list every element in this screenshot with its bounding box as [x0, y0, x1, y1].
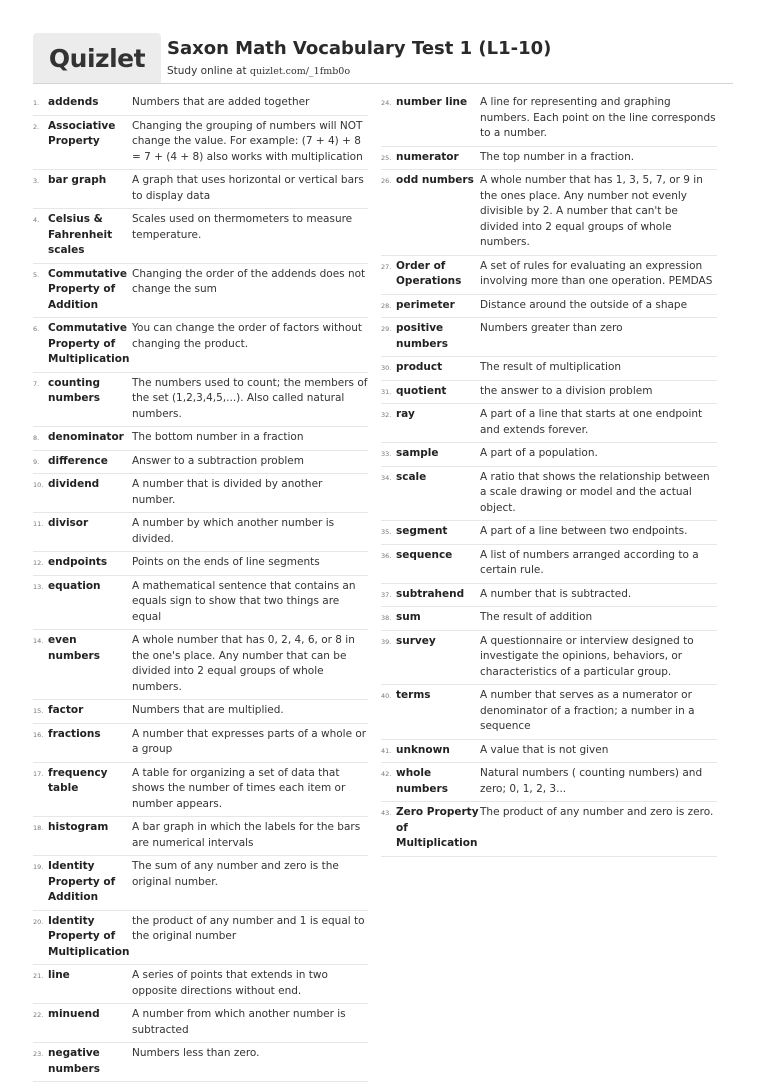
entry-definition: A bar graph in which the labels for the bars are numerical intervals: [132, 821, 361, 849]
vocab-entry: [33, 817, 368, 856]
entry-term: sample: [396, 447, 439, 459]
entry-term: Commutative Property of Multiplication: [48, 322, 130, 365]
entry-definition: Numbers that are multiplied.: [132, 704, 284, 716]
entry-definition: A number that is subtracted.: [480, 587, 632, 600]
entry-definition: The bottom number in a fraction: [132, 431, 304, 443]
entry-definition: A number from which another number is subtracted: [132, 1008, 346, 1036]
entry-definition: A graph that uses horizontal or vertical bars to display data: [132, 174, 364, 202]
entry-term: whole numbers: [396, 767, 448, 795]
vocab-entry: [381, 467, 717, 522]
study-url-link[interactable]: quizlet.com/_1fmb0o: [249, 66, 351, 77]
entry-number: 42.: [381, 770, 392, 778]
entry-number: 36.: [381, 551, 392, 560]
entry-number: 24.: [381, 99, 392, 107]
entry-number: 40.: [381, 692, 392, 700]
vocab-entry: [33, 552, 368, 576]
entry-term: sum: [396, 611, 421, 623]
vocab-entry: [381, 545, 717, 584]
entry-term: dividend: [48, 478, 100, 490]
vocab-entry: [381, 584, 717, 608]
vocab-entry: [381, 763, 717, 802]
entry-definition: Scales used on thermometers to measure temperature.: [132, 213, 353, 241]
entry-term: addends: [48, 96, 99, 108]
entry-definition: A mathematical sentence that contains an equals sign to show that two things are equal: [132, 579, 356, 623]
entry-number: 7.: [33, 379, 40, 388]
vocab-entry: [381, 256, 717, 295]
entry-term: Identity Property of Addition: [48, 860, 116, 903]
entry-number: 10.: [33, 481, 44, 489]
entry-definition: Numbers less than zero.: [132, 1047, 260, 1059]
entry-definition: Numbers that are added together: [132, 96, 310, 108]
entry-number: 26.: [381, 177, 392, 185]
vocab-entry: [381, 381, 717, 405]
entry-number: 34.: [381, 473, 392, 482]
entry-number: 19.: [33, 863, 44, 871]
vocab-entry: [381, 802, 717, 857]
entry-definition: A value that is not given: [480, 743, 609, 756]
entry-number: 8.: [33, 434, 40, 442]
entry-term: Identity Property of Multiplication: [48, 914, 130, 958]
entry-number: 15.: [33, 707, 44, 715]
vocab-entry: [381, 404, 717, 443]
entry-term: frequency table: [48, 766, 108, 794]
entry-number: 25.: [381, 153, 392, 162]
entry-number: 11.: [33, 520, 44, 528]
entry-term: Order of Operations: [396, 259, 462, 287]
vocab-entry: [381, 740, 717, 764]
entry-definition: You can change the order of factors without changing the product.: [132, 322, 363, 350]
study-prefix: Study online at: [167, 65, 247, 77]
entry-number: 5.: [33, 270, 40, 279]
vocab-entry: [381, 631, 717, 686]
entry-definition: A number that expresses parts of a whole or a group: [132, 727, 367, 755]
entry-definition: A line for representing and graphing numbers. Each point on the line corresponds to a number.: [480, 96, 716, 139]
vocab-entry: [33, 373, 368, 428]
entry-number: 4.: [33, 216, 40, 224]
left-vocabulary-column: [33, 92, 368, 1082]
entry-term: sequence: [396, 548, 453, 561]
entry-number: 41.: [381, 746, 392, 755]
entry-number: 12.: [33, 559, 44, 567]
vocab-entry: [33, 630, 368, 700]
entry-term: denominator: [48, 431, 124, 443]
entry-term: perimeter: [396, 298, 455, 311]
entry-number: 30.: [381, 364, 392, 372]
vocab-entry: [33, 856, 368, 911]
entry-definition: The sum of any number and zero is the original number.: [132, 860, 339, 888]
entry-term: endpoints: [48, 556, 108, 568]
entry-number: 35.: [381, 528, 392, 536]
entry-number: 38.: [381, 614, 392, 622]
entry-definition: A number by which another number is divided.: [132, 517, 335, 545]
vocab-entry: [381, 147, 717, 171]
entry-definition: Answer to a subtraction problem: [132, 454, 304, 467]
vocab-entry: [381, 318, 717, 357]
entry-number: 28.: [381, 301, 392, 310]
entry-term: subtrahend: [396, 587, 465, 600]
entry-number: 14.: [33, 637, 44, 645]
entry-definition: Natural numbers ( counting numbers) and zero; 0, 1, 2, 3...: [480, 767, 703, 795]
entry-definition: The product of any number and zero is zero.: [480, 806, 714, 818]
entry-term: negative numbers: [48, 1047, 100, 1075]
entry-number: 13.: [33, 582, 44, 591]
entry-term: Celsius & Fahrenheit scales: [48, 213, 113, 256]
vocab-entry: [381, 170, 717, 256]
vocab-entry: [381, 607, 717, 631]
entry-term: ray: [396, 408, 415, 420]
entry-term: product: [396, 361, 443, 373]
entry-number: 29.: [381, 325, 392, 333]
quizlet-logo: Quizlet: [33, 33, 161, 83]
entry-number: 23.: [33, 1050, 44, 1058]
vocab-entry: [33, 1043, 368, 1082]
study-online-line: [167, 65, 350, 77]
vocab-entry: [33, 724, 368, 763]
entry-number: 16.: [33, 730, 44, 739]
entry-number: 3.: [33, 177, 40, 185]
entry-definition: A set of rules for evaluating an expression involving more than one operation. PEMDAS: [480, 259, 713, 287]
vocab-entry: [33, 427, 368, 451]
entry-term: factor: [48, 704, 84, 716]
entry-definition: Changing the grouping of numbers will NOT change the value. For example: (7 + 4) + 8 = 7 + (4 + 8) also works with multiplication: [132, 119, 363, 163]
entry-number: 21.: [33, 972, 44, 980]
entry-number: 2.: [33, 122, 40, 131]
entry-definition: Points on the ends of line segments: [132, 556, 320, 568]
entry-term: equation: [48, 579, 101, 592]
vocab-entry: [33, 576, 368, 631]
entry-term: number line: [396, 96, 468, 108]
entry-definition: A table for organizing a set of data that shows the number of times each item or number appears.: [132, 766, 346, 810]
entry-number: 6.: [33, 325, 40, 333]
entry-term: minuend: [48, 1008, 100, 1020]
entry-term: histogram: [48, 821, 109, 833]
vocab-entry: [33, 209, 368, 264]
entry-term: divisor: [48, 517, 89, 529]
entry-definition: The numbers used to count; the members of the set (1,2,3,4,5,...). Also called natural numbers.: [132, 376, 368, 420]
entry-term: quotient: [396, 384, 447, 397]
entry-definition: Distance around the outside of a shape: [480, 298, 688, 311]
entry-definition: A questionnaire or interview designed to investigate the opinions, behaviors, or characteristics of a particular group.: [480, 634, 694, 678]
entry-number: 37.: [381, 590, 392, 599]
entry-term: bar graph: [48, 174, 107, 186]
vocab-entry: [33, 474, 368, 513]
vocab-entry: [33, 116, 368, 171]
entry-number: 20.: [33, 917, 44, 926]
vocab-entry: [381, 357, 717, 381]
entry-number: 32.: [381, 411, 392, 419]
page-header: [33, 33, 733, 84]
entry-definition: A number that serves as a numerator or denominator of a fraction; a number in a sequence: [480, 689, 695, 732]
vocab-entry: [33, 92, 368, 116]
entry-definition: A part of a line between two endpoints.: [480, 525, 688, 537]
entry-definition: A ratio that shows the relationship between a scale drawing or model and the actual object.: [480, 470, 710, 514]
entry-definition: The result of multiplication: [480, 361, 622, 373]
entry-term: counting numbers: [48, 376, 100, 404]
vocab-entry: [33, 264, 368, 319]
vocab-entry: [33, 965, 368, 1004]
entry-term: line: [48, 969, 70, 981]
entry-term: numerator: [396, 150, 459, 163]
entry-definition: A whole number that has 0, 2, 4, 6, or 8 in the one's place. Any number that can be divided into 2 equal groups of whole numbers.: [132, 634, 355, 693]
right-vocabulary-column: [381, 92, 717, 857]
entry-number: 39.: [381, 637, 392, 646]
entry-term: terms: [396, 689, 431, 701]
page-title: Saxon Math Vocabulary Test 1 (L1-10): [167, 38, 552, 59]
vocab-entry: [33, 911, 368, 966]
vocab-entry: [33, 513, 368, 552]
entry-term: Commutative Property of Addition: [48, 267, 127, 311]
entry-definition: The result of addition: [480, 611, 593, 623]
entry-definition: A whole number that has 1, 3, 5, 7, or 9 in the ones place. Any number not evenly divisible by 2. A number that can't be divided into 2 equal groups of whole numbers.: [480, 174, 703, 248]
vocab-entry: [33, 451, 368, 475]
entry-term: positive numbers: [396, 322, 448, 350]
entry-number: 22.: [33, 1011, 44, 1019]
entry-number: 31.: [381, 387, 392, 396]
vocab-entry: [381, 685, 717, 740]
entry-definition: A list of numbers arranged according to a certain rule.: [480, 548, 699, 576]
entry-definition: the answer to a division problem: [480, 384, 653, 397]
entry-term: segment: [396, 525, 448, 537]
entry-number: 27.: [381, 262, 392, 271]
vocab-entry: [33, 318, 368, 373]
vocab-entry: [33, 763, 368, 818]
entry-definition: the product of any number and 1 is equal to the original number: [132, 914, 365, 942]
entry-definition: Numbers greater than zero: [480, 322, 623, 334]
entry-term: even numbers: [48, 634, 100, 662]
entry-term: unknown: [396, 743, 450, 756]
vocab-entry: [381, 92, 717, 147]
entry-number: 18.: [33, 824, 44, 832]
entry-definition: A part of a population.: [480, 447, 598, 459]
vocab-entry: [381, 521, 717, 545]
entry-definition: A series of points that extends in two opposite directions without end.: [132, 969, 328, 997]
entry-number: 43.: [381, 809, 392, 817]
entry-term: fractions: [48, 727, 101, 740]
vocab-entry: [33, 170, 368, 209]
entry-term: survey: [396, 634, 436, 647]
entry-term: difference: [48, 454, 108, 467]
vocab-entry: [33, 700, 368, 724]
entry-definition: Changing the order of the addends does not change the sum: [132, 267, 366, 295]
entry-definition: A number that is divided by another number.: [132, 478, 323, 506]
entry-number: 17.: [33, 769, 44, 778]
entry-number: 9.: [33, 457, 40, 466]
entry-number: 1.: [33, 99, 40, 107]
entry-definition: A part of a line that starts at one endpoint and extends forever.: [480, 408, 703, 436]
vocab-entry: [381, 443, 717, 467]
vocab-entry: [381, 295, 717, 319]
entry-number: 33.: [381, 450, 392, 458]
entry-term: scale: [396, 470, 427, 483]
entry-term: Zero Property of Multiplication: [396, 806, 479, 849]
entry-term: Associative Property: [48, 119, 116, 147]
entry-definition: The top number in a fraction.: [480, 150, 635, 163]
entry-term: odd numbers: [396, 174, 474, 186]
